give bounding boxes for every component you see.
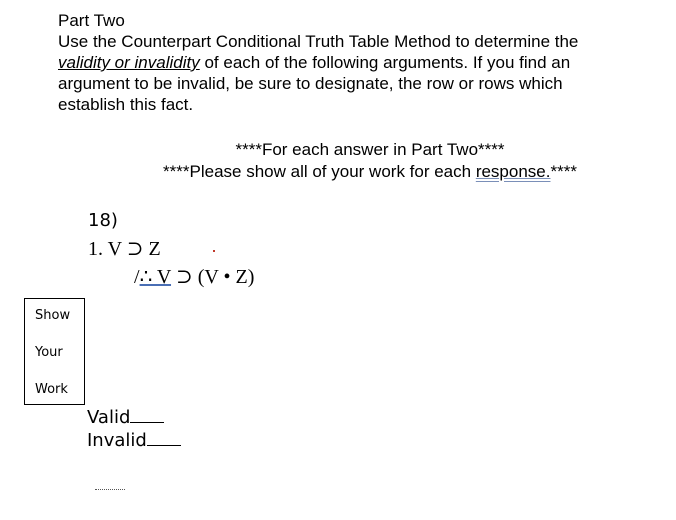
conclusion-slash: / [134, 266, 140, 288]
therefore-symbol: ∴ V [139, 266, 172, 288]
stray-mark [213, 250, 215, 252]
notice-line-2-suffix: **** [550, 162, 577, 181]
valid-answer [87, 406, 164, 428]
conclusion [134, 264, 254, 289]
valid-blank[interactable] [130, 406, 164, 423]
invalid-label: Invalid [87, 430, 147, 451]
invalid-blank[interactable] [147, 429, 181, 446]
cutoff-text-fragment [95, 489, 125, 493]
show-your-work-box [24, 298, 85, 405]
notice-line-1: ****For each answer in Part Two**** [235, 140, 505, 159]
notice-line-2 [32, 161, 676, 182]
validity-emphasis: validity or invalidity [58, 53, 200, 72]
invalid-answer [87, 429, 181, 451]
show-label: Show [35, 308, 71, 323]
instructions-block [58, 10, 658, 115]
notice-line-2-prefix: ****Please show all of your work for each [163, 162, 476, 181]
premise-1: 1. V ⊃ Z [88, 238, 161, 260]
your-label: Your [35, 345, 63, 360]
response-word: response. [475, 162, 551, 181]
problem-number: 18) [88, 210, 118, 231]
part-title: Part Two [58, 11, 125, 30]
instruction-line-3: argument to be invalid, be sure to designate, the row or rows which [58, 74, 563, 93]
instruction-line-2-rest: of each of the following arguments. If you find an [199, 53, 571, 72]
instruction-line-4: establish this fact. [58, 95, 194, 114]
instruction-line-1: Use the Counterpart Conditional Truth Table Method to determine the [58, 32, 579, 51]
work-label: Work [35, 382, 68, 397]
valid-label: Valid [87, 407, 131, 428]
instruction-line-2 [58, 52, 658, 73]
conclusion-formula: ⊃ (V • Z) [171, 266, 255, 288]
